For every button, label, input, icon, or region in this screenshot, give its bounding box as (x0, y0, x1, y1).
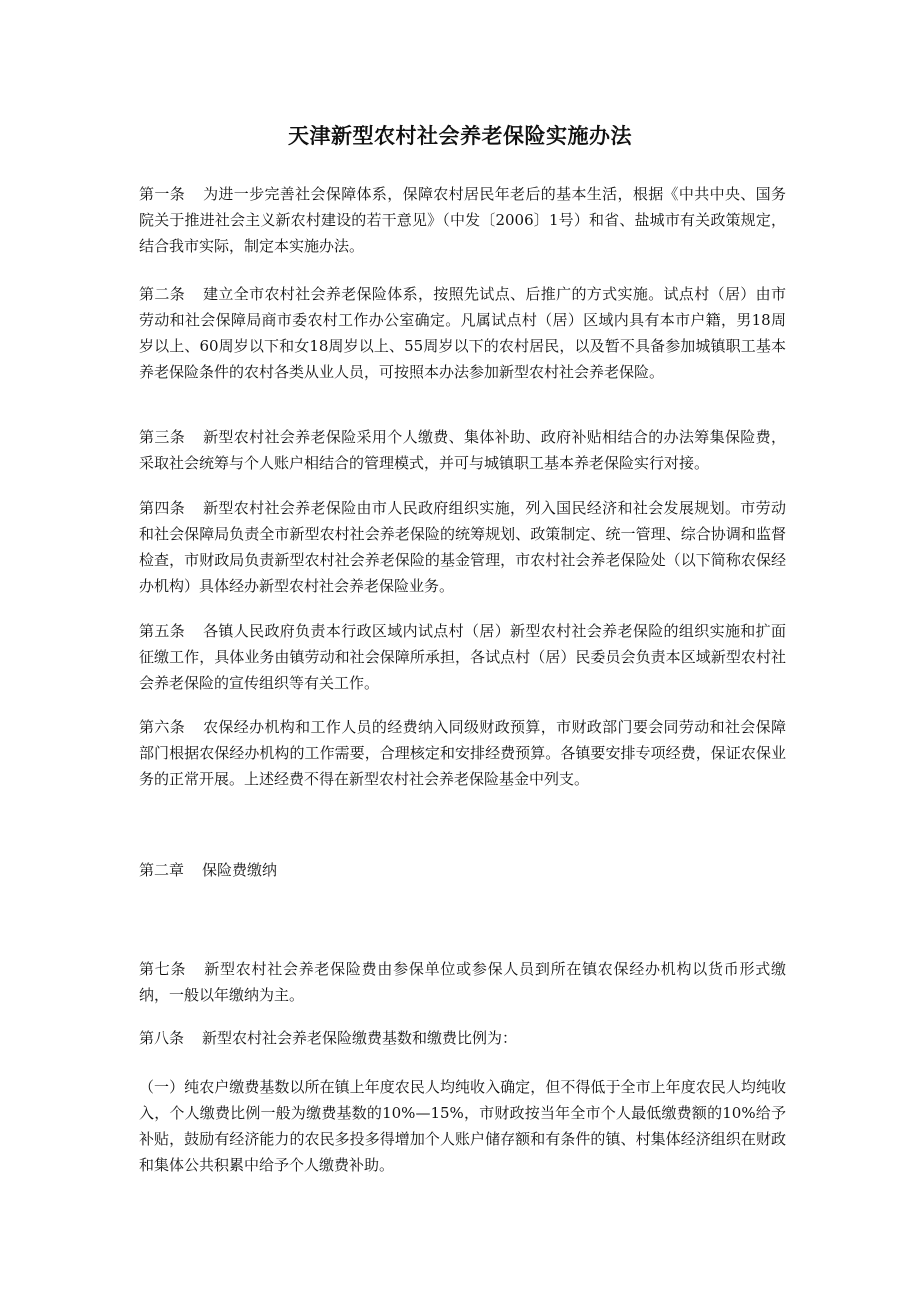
chapter-number: 第二章 (139, 861, 185, 879)
article-2 (139, 281, 786, 385)
article-number: 第七条 (139, 960, 187, 978)
article-text: 新型农村社会养老保险采用个人缴费、集体补助、政府补贴相结合的办法筹集保险费，采取社会统筹与个人账户相结合的管理模式，并可与城镇职工基本养老保险实行对接。 (139, 428, 786, 472)
article-number: 第五条 (139, 622, 186, 640)
document-title: 天津新型农村社会养老保险实施办法 (288, 123, 632, 148)
article-1 (139, 181, 786, 259)
article-text: 建立全市农村社会养老保险体系，按照先试点、后推广的方式实施。试点村（居）由市劳动和社会保障局商市委农村工作办公室确定。凡属试点村（居）区域内具有本市户籍，男18周岁以上、60周岁以下和女18周岁以上、55周岁以下的农村居民，以及暂不具备参加城镇职工基本养老保险条件的农村各类从业人员，可按照本办法参加新型农村社会养老保险。 (139, 285, 786, 381)
article-number: 第二条 (139, 285, 186, 303)
article-number: 第八条 (139, 1029, 185, 1047)
article-6 (139, 714, 786, 792)
article-text: 为进一步完善社会保障体系，保障农村居民年老后的基本生活，根据《中共中央、国务院关于推进社会主义新农村建设的若干意见》（中发〔2006〕1号）和省、盐城市有关政策规定，结合我市实际，制定本实施办法。 (139, 185, 786, 255)
article-text: 新型农村社会养老保险缴费基数和缴费比例为： (202, 1029, 518, 1047)
article-text: 农保经办机构和工作人员的经费纳入同级财政预算，市财政部门要会同劳动和社会保障部门根据农保经办机构的工作需要，合理核定和安排经费预算。各镇要安排专项经费，保证农保业务的正常开展。上述经费不得在新型农村社会养老保险基金中列支。 (139, 718, 786, 788)
article-3 (139, 424, 786, 476)
article-4 (139, 495, 786, 599)
article-8 (139, 1025, 786, 1051)
chapter-heading (139, 857, 277, 883)
article-number: 第一条 (139, 185, 186, 203)
article-8-item-1: （一）纯农户缴费基数以所在镇上年度农民人均纯收入确定，但不得低于全市上年度农民人均纯收入，个人缴费比例一般为缴费基数的10%—15%，市财政按当年全市个人最低缴费额的10%给予补贴，鼓励有经济能力的农民多投多得增加个人账户储存额和有条件的镇、村集体经济组织在财政和集体公共积累中给予个人缴费补助。 (139, 1078, 786, 1174)
chapter-title: 保险费缴纳 (202, 861, 278, 879)
article-5 (139, 618, 786, 696)
article-text: 新型农村社会养老保险费由参保单位或参保人员到所在镇农保经办机构以货币形式缴纳，一般以年缴纳为主。 (139, 960, 786, 1004)
article-text: 各镇人民政府负责本行政区域内试点村（居）新型农村社会养老保险的组织实施和扩面征缴工作，具体业务由镇劳动和社会保障所承担，各试点村（居）民委员会负责本区域新型农村社会养老保险的宣传组织等有关工作。 (139, 622, 786, 692)
article-7 (139, 956, 786, 1008)
article-number: 第四条 (139, 499, 186, 517)
article-number: 第六条 (139, 718, 186, 736)
article-number: 第三条 (139, 428, 186, 446)
article-text: 新型农村社会养老保险由市人民政府组织实施，列入国民经济和社会发展规划。市劳动和社会保障局负责全市新型农村社会养老保险的统筹规划、政策制定、统一管理、综合协调和监督检查，市财政局负责新型农村社会养老保险的基金管理，市农村社会养老保险处（以下简称农保经办机构）具体经办新型农村社会养老保险业务。 (139, 499, 786, 595)
